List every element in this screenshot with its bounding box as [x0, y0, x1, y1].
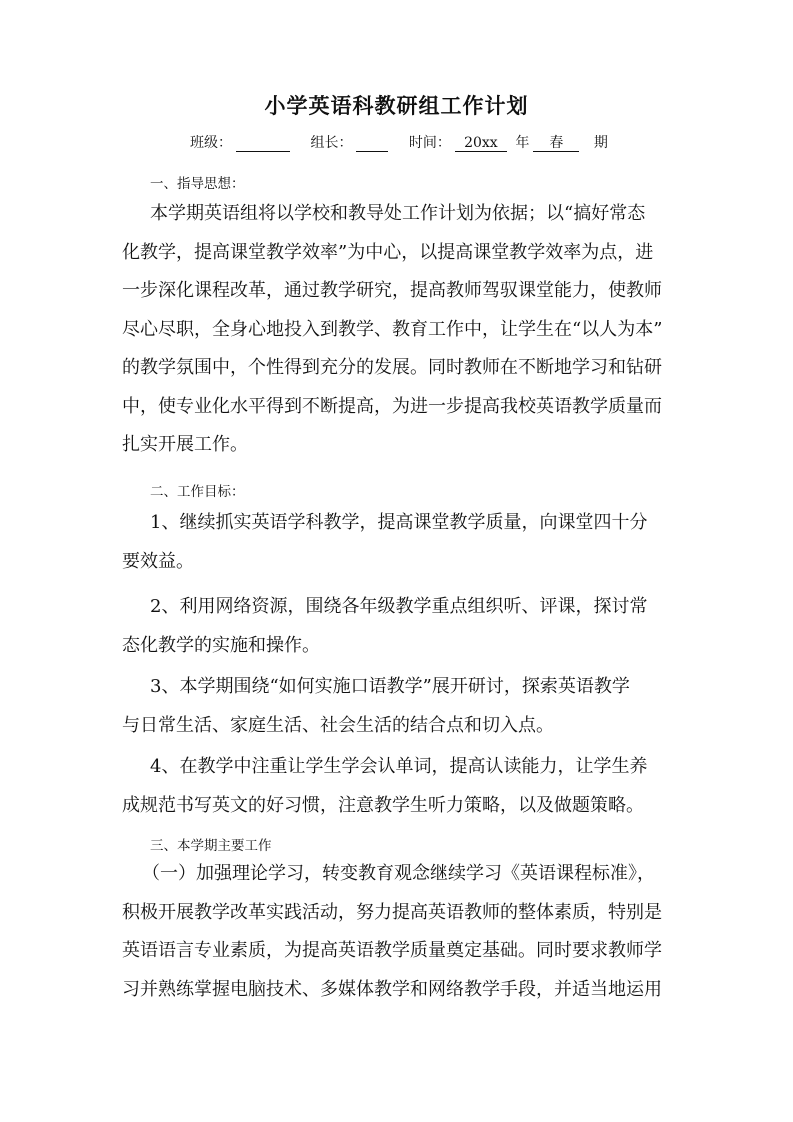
paragraph-goal-3 — [122, 668, 678, 745]
text-line: 与日常生活、家庭生活、社会生活的结合点和切入点。 — [122, 714, 554, 736]
paragraph-goal-2 — [122, 588, 678, 665]
text-line: 的教学氛围中，个性得到充分的发展。同时教师在不断地学习和钻研 — [122, 357, 662, 378]
section-heading-guiding-ideology: 一、指导思想： — [150, 176, 245, 192]
text-line: 要效益。 — [122, 550, 194, 572]
text-line: 英语语言专业素质，为提高英语教学质量奠定基础。同时要求教师学 — [122, 940, 662, 961]
text-line: 4、在教学中注重让学生学会认单词，提高认读能力，让学生养 — [150, 756, 648, 777]
leader-label: 组长： — [310, 135, 353, 151]
document-meta-line — [190, 132, 608, 152]
term-value: 春 — [533, 135, 579, 152]
leader-blank — [356, 151, 388, 152]
text-line: （一）加强理论学习，转变教育观念继续学习《英语课程标准》， — [142, 863, 655, 884]
text-line: 1、继续抓实英语学科教学，提高课堂教学质量，向课堂四十分 — [150, 512, 648, 533]
text-line: 3、本学期围绕“如何实施口语教学”展开研讨，探索英语教学 — [150, 676, 630, 697]
document-title: 小学英语科教研组工作计划 — [264, 94, 529, 118]
text-line: 成规范书写英文的好习惯，注意教学生听力策略，以及做题策略。 — [122, 794, 644, 816]
class-label: 班级： — [190, 135, 232, 151]
text-line: 扎实开展工作。 — [122, 434, 248, 455]
paragraph-goal-4 — [122, 748, 678, 825]
year-label: 年 — [515, 135, 530, 151]
text-line: 化教学，提高课堂教学效率”为中心，以提高课堂教学效率为点，进 — [122, 241, 654, 263]
text-line: 积极开展教学改革实践活动，努力提高英语教师的整体素质，特别是 — [122, 901, 662, 923]
text-line: 2、利用网络资源，围绕各年级教学重点组织听、评课，探讨常 — [150, 596, 648, 617]
section-heading-work-goals: 二、工作目标： — [150, 484, 245, 500]
paragraph-guiding-ideology — [122, 195, 678, 465]
class-blank — [236, 151, 290, 152]
text-line: 中，使专业化水平得到不断提高，为进一步提高我校英语教学质量而 — [122, 395, 662, 417]
text-line: 习并熟练掌握电脑技术、多媒体教学和网络教学手段，并适当地运用 — [122, 978, 662, 1000]
section-heading-main-work: 三、本学期主要工作 — [150, 838, 272, 854]
text-line: 尽心尽职，全身心地投入到教学、教育工作中，让学生在“以人为本” — [122, 318, 663, 340]
paragraph-goal-1 — [122, 504, 678, 581]
paragraph-theory-study — [122, 855, 678, 1009]
text-line: 本学期英语组将以学校和教导处工作计划为依据；以“搞好常态 — [150, 203, 646, 224]
text-line: 一步深化课程改革，通过教学研究，提高教师驾驭课堂能力，使教师 — [122, 280, 662, 301]
time-label: 时间： — [408, 135, 451, 151]
term-label: 期 — [593, 135, 608, 151]
text-line: 态化教学的实施和操作。 — [122, 634, 320, 656]
year-value: 20xx — [455, 135, 507, 152]
